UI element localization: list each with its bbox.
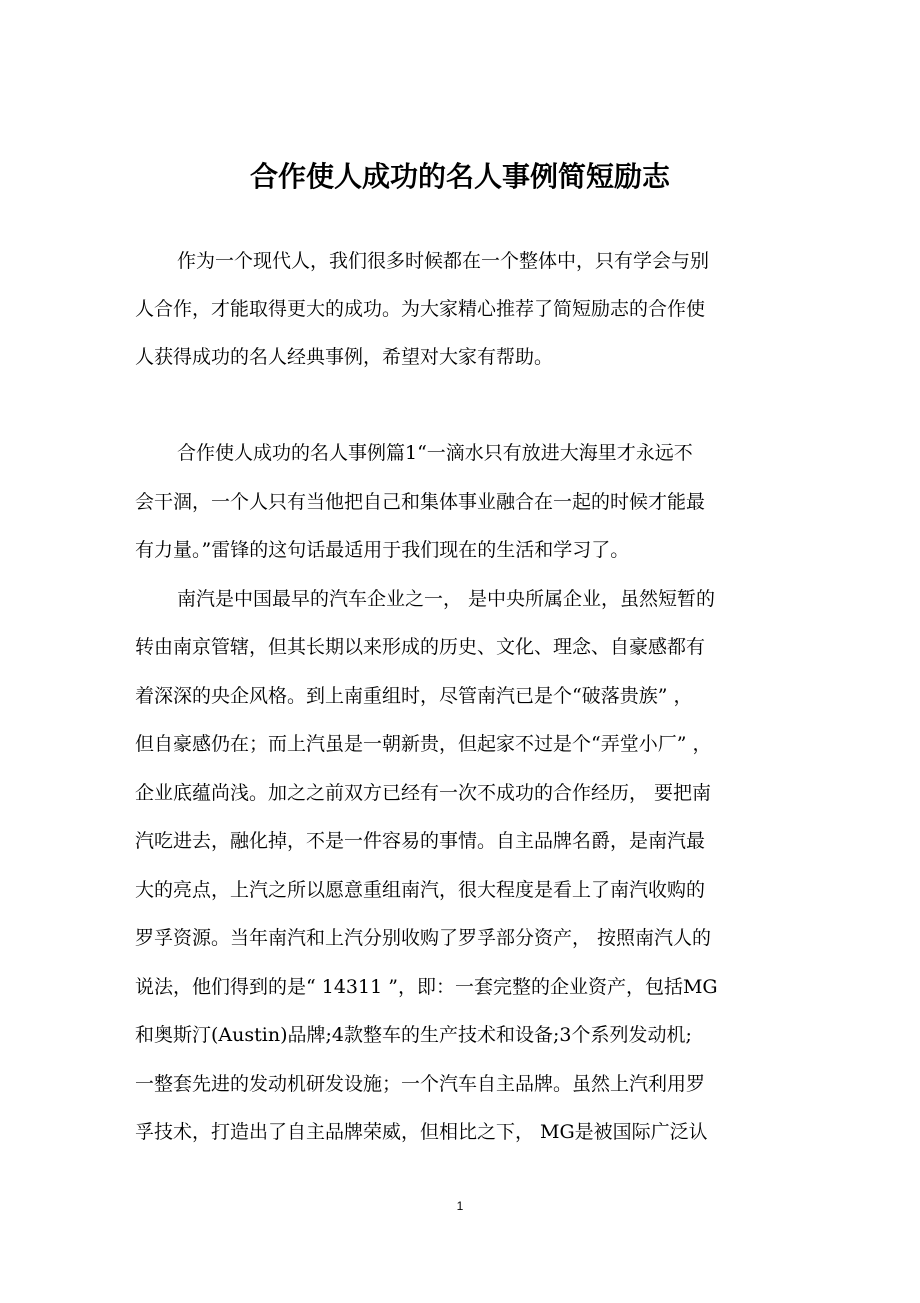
document-title: 合作使人成功的名人事例简短励志: [249, 159, 670, 193]
paragraph-line: 人获得成功的名人经典事例，希望对大家有帮助。: [135, 346, 554, 368]
paragraph-line: 南汽是中国最早的汽车企业之一， 是中央所属企业，虽然短暂的: [177, 588, 716, 610]
paragraph-line: 大的亮点，上汽之所以愿意重组南汽，很大程度是看上了南汽收购的: [135, 879, 706, 901]
page-number: 1: [456, 1199, 464, 1213]
paragraph-line: 汽吃进去，融化掉，不是一件容易的事情。自主品牌名爵，是南汽最: [135, 830, 706, 852]
paragraph-line: 着深深的央企风格。到上南重组时，尽管南汽已是个“破落贵族” ，: [135, 685, 693, 707]
paragraph-line: 但自豪感仍在；而上汽虽是一朝新贵，但起家不过是个“弄堂小厂” ，: [135, 733, 712, 755]
paragraph-line: 合作使人成功的名人事例篇1“一滴水只有放进大海里才永远不: [177, 442, 693, 464]
paragraph-line: 有力量。”雷锋的这句话最适用于我们现在的生活和学习了。: [135, 539, 630, 561]
paragraph-line: 孚技术，打造出了自主品牌荣威，但相比之下， MG是被国际广泛认: [135, 1121, 708, 1143]
paragraph-line: 和奥斯汀(Austin)品牌;4款整车的生产技术和设备;3个系列发动机;: [135, 1024, 692, 1046]
paragraph-line: 一整套先进的发动机研发设施；一个汽车自主品牌。虽然上汽利用罗: [135, 1073, 706, 1095]
paragraph-line: 会干涸，一个人只有当他把自己和集体事业融合在一起的时候才能最: [135, 491, 706, 513]
paragraph-line: 企业底蕴尚浅。加之之前双方已经有一次不成功的合作经历， 要把南: [135, 782, 712, 804]
paragraph-line: 人合作，才能取得更大的成功。为大家精心推荐了简短励志的合作使: [135, 298, 706, 320]
paragraph-line: 作为一个现代人，我们很多时候都在一个整体中，只有学会与别: [177, 250, 710, 272]
paragraph-line: 转由南京管辖，但其长期以来形成的历史、文化、理念、自豪感都有: [135, 636, 706, 658]
paragraph-line: 说法，他们得到的是“ 14311 ”，即：一套完整的企业资产，包括MG: [135, 976, 718, 998]
paragraph-line: 罗孚资源。当年南汽和上汽分别收购了罗孚部分资产， 按照南汽人的: [135, 927, 712, 949]
